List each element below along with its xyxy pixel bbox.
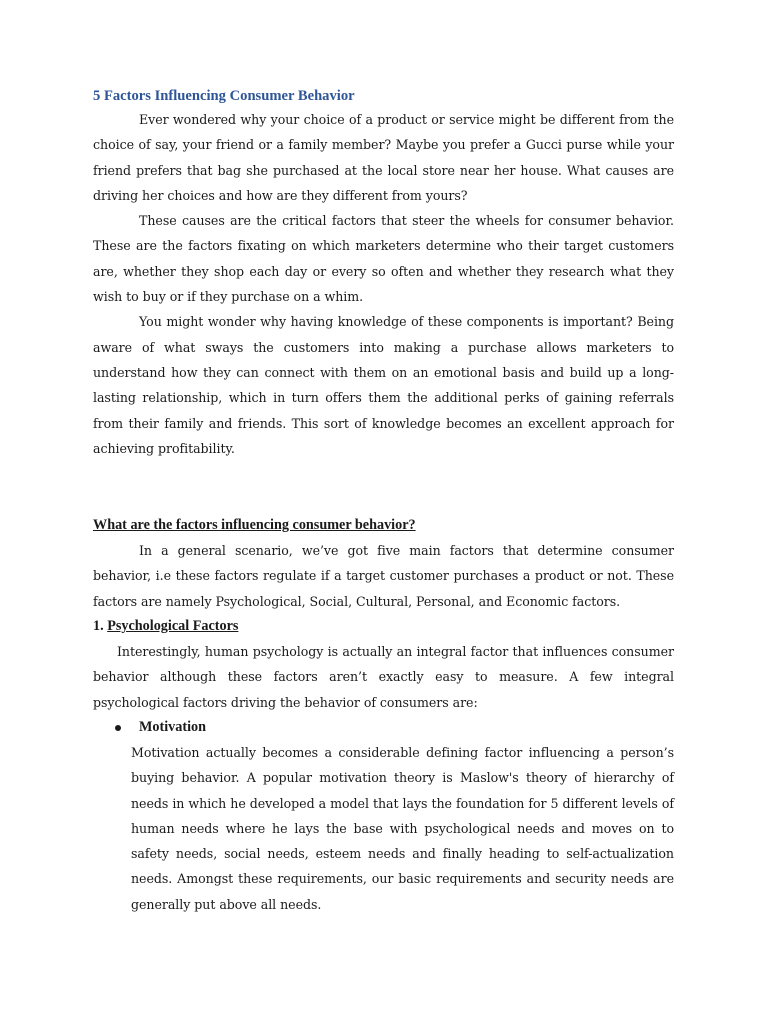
bullet-1-paragraph: Motivation actually becomes a considerable defining factor influencing a person’s buying behavior. A popular motivation theory is Maslow's theory of hierarchy of needs in which he developed a model that lays the foundation for 5 different levels of human needs where he lays the base with psychological needs and moves on to safety needs, social needs, esteem needs and finally heading to self-actualization needs. Amongst these requirements, our basic requirements and security needs are generally put above all needs. [131, 744, 674, 912]
factor-1-number: 1. [93, 618, 108, 635]
intro-paragraph-3: You might wonder why having knowledge of these components is important? Being aware of what sways the customers into making a purchase allows marketers to understand how they can connect with them on an emotional basis and build up a long-lasting relationship, which in turn offers them the additional perks of gaining referrals from their family and friends. This sort of knowledge becomes an excellent approach for achieving profitability. [93, 314, 674, 456]
intro-paragraph-1: Ever wondered why your choice of a product or service might be different from the choice of say, your friend or a family member? Maybe you prefer a Gucci purse while your friend prefers that bag she purchased at the local store near her house. What causes are driving her choices and how are they different from yours? [93, 112, 674, 203]
section-paragraph: In a general scenario, we’ve got five main factors that determine consumer behavior, i.e these factors regulate if a target customer purchases a product or not. These factors are namely Psychological, Social, Cultural, Personal, and Economic factors. [93, 543, 674, 609]
factor-1-title: Psychological Factors [107, 618, 239, 635]
bullet-1-label: Motivation [139, 718, 206, 735]
factor-1-paragraph: Interestingly, human psychology is actually an integral factor that influences consumer behavior although these factors aren’t exactly easy to measure. A few integral psychological factors driving the behavior of consumers are: [93, 644, 674, 710]
section-gap [93, 461, 674, 513]
bullet-motivation [115, 715, 674, 740]
bullet-dot-icon [115, 725, 121, 731]
factor-1-heading [93, 614, 674, 639]
section-heading: What are the factors influencing consumer behavior? [93, 517, 416, 534]
intro-paragraph-2: These causes are the critical factors that steer the wheels for consumer behavior. These are the factors fixating on which marketers determine who their target customers are, whether they shop each day or every so often and whether they research what they wish to buy or if they purchase on a whim. [93, 213, 674, 305]
document-page [93, 86, 674, 917]
document-title: 5 Factors Influencing Consumer Behavior [93, 88, 355, 104]
